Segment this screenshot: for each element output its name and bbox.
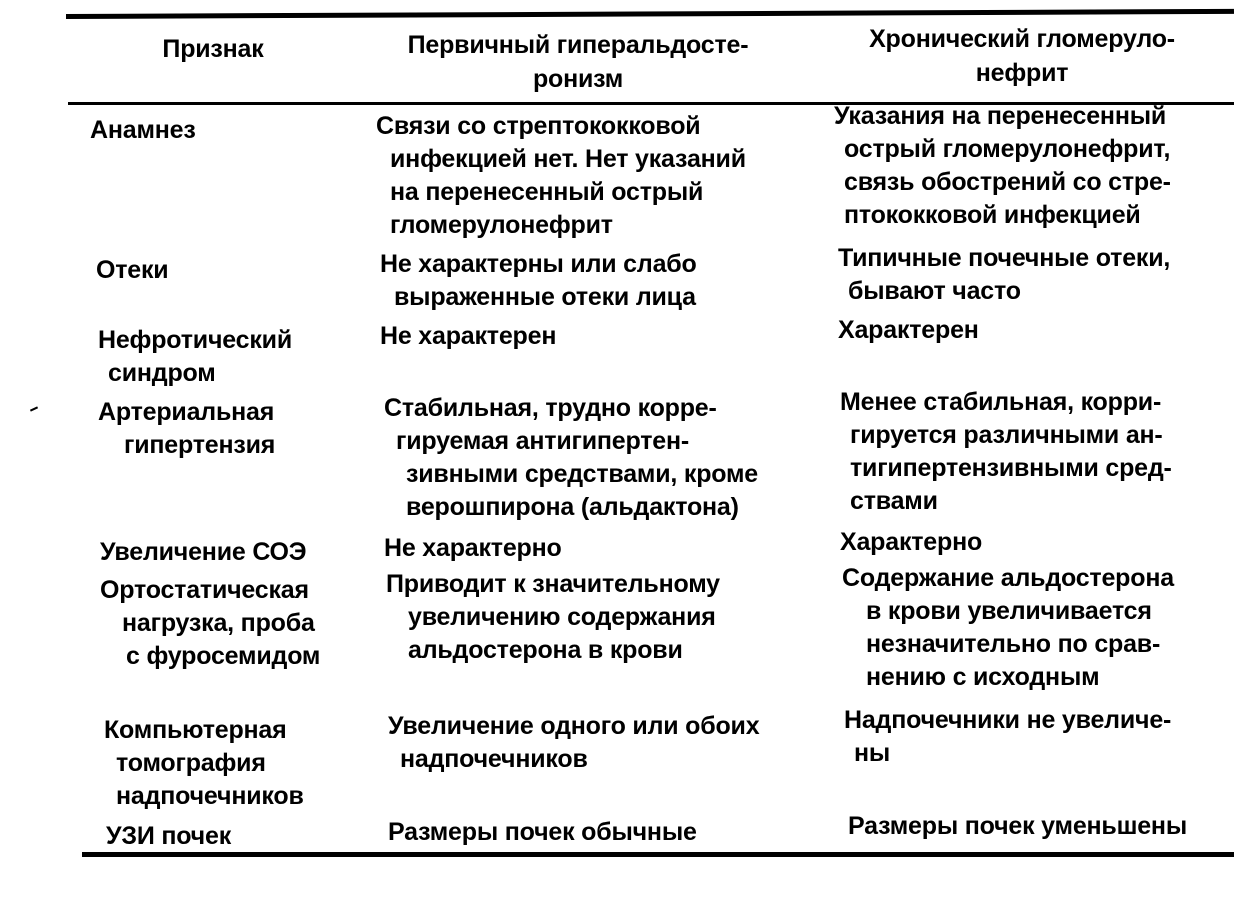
header-chronic-glomerulonephritis: Хронический гломеруло- нефрит [869,25,1175,87]
row-orthostatic-feature: Ортостатическая нагрузка, проба с фуросемидом [100,576,321,670]
header-primary-hyperaldosteronism: Первичный гиперальдосте- ронизм [407,31,749,93]
row-anamnesis-feature: Анамнез [90,116,196,144]
row-nephrotic-primary: Не характерен [380,322,557,350]
row-esr-chronic: Характерно [840,528,983,556]
table-top-rule [66,9,1234,19]
row-hypertension-chronic: Менее стабильная, корри- гируется различными ан- тигипертензивными сред- ствами [840,388,1172,515]
row-ct-primary: Увеличение одного или обоих надпочечников [388,712,760,773]
row-nephrotic-feature: Нефротический синдром [98,326,293,387]
header-feature: Признак [162,35,264,63]
row-hypertension-primary: Стабильная, трудно корре- гируемая антигипертен- зивными средствами, кроме верошпирона (альдактона) [384,394,759,521]
row-ct-chronic: Надпочечники не увеличе- ны [844,706,1172,767]
row-ultrasound-feature: УЗИ почек [106,822,232,850]
row-ultrasound-chronic: Размеры почек уменьшены [848,812,1187,840]
row-anamnesis-primary: Связи со стрептококковой инфекцией нет. Нет указаний на перенесенный острый гломерулонефрит [376,112,746,239]
row-orthostatic-primary: Приводит к значительному увеличению содержания альдостерона в крови [386,570,720,664]
row-edema-feature: Отеки [96,256,169,284]
row-esr-feature: Увеличение СОЭ [100,538,307,566]
row-hypertension-feature: Артериальная гипертензия [98,398,276,459]
row-esr-primary: Не характерно [384,534,562,562]
row-nephrotic-chronic: Характерен [838,316,979,344]
row-ct-feature: Компьютерная томография надпочечников [104,716,304,810]
row-edema-chronic: Типичные почечные отеки, бывают часто [838,244,1171,305]
row-anamnesis-chronic: Указания на перенесенный острый гломерулонефрит, связь обострений со стре- птококковой инфекцией [834,102,1171,229]
row-orthostatic-chronic: Содержание альдостерона в крови увеличивается незначительно по срав- нению с исходным [842,564,1174,691]
row-edema-primary: Не характерны или слабо выраженные отеки лица [380,250,697,311]
scan-speck [30,406,38,411]
row-ultrasound-primary: Размеры почек обычные [388,818,697,846]
